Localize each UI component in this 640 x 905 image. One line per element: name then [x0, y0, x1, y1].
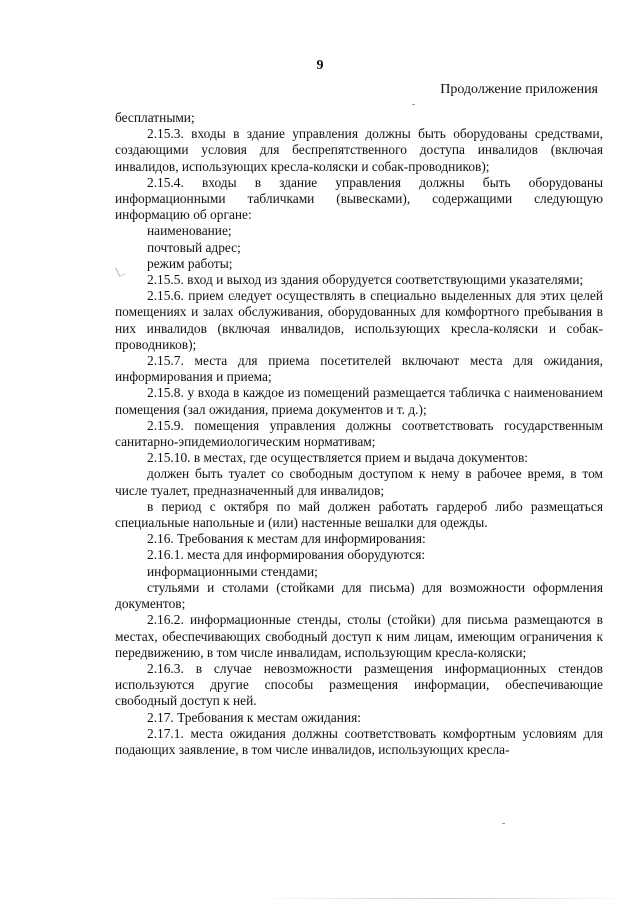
list-item: информационными стендами;	[147, 563, 318, 579]
paragraph-2-15-3: 2.15.3. входы в здание управления должны быть оборудованы средствами, создающими условия для беспрепятственного доступа инвалидов (включая инвалидов, использующих кресла-коляски и собак-проводников);	[115, 126, 603, 174]
paragraph-2-17-1: 2.17.1. места ожидания должны соответствовать комфортным условиям для подающих заявление, в том числе инвалидов, использующих кресла-	[115, 725, 603, 757]
paragraph-2-15-6: 2.15.6. прием следует осуществлять в специально выделенных для этих целей помещениях и залах обслуживания, оборудованных для комфортного пребывания в них инвалидов (включая инвалидов, использующих кресла-коляски и собак-проводников);	[115, 288, 603, 352]
section-heading-2-17: 2.17. Требования к местам ожидания:	[147, 709, 361, 725]
list-item: режим работы;	[147, 255, 233, 271]
list-item: почтовый адрес;	[147, 239, 241, 255]
list-item: в период с октября по май должен работать гардероб либо размещаться специальные напольные и (или) настенные вешалки для одежды.	[115, 498, 603, 531]
section-heading-2-16: 2.16. Требования к местам для информирования:	[147, 531, 426, 547]
scan-artifact-dot	[412, 104, 415, 105]
list-item: наименование;	[147, 223, 232, 239]
continuation-label: Продолжение приложения	[440, 82, 598, 97]
paragraph-2-15-10: 2.15.10. в местах, где осуществляется прием и выдача документов:	[147, 450, 528, 466]
paragraph-2-15-4: 2.15.4. входы в здание управления должны быть оборудованы информационными табличками (вывесками), содержащими следующую информацию об органе:	[115, 174, 603, 223]
list-item: должен быть туалет со свободным доступом к нему в рабочее время, в том числе туалет, предназначенный для инвалидов;	[115, 466, 603, 498]
paragraph-2-16-3: 2.16.3. в случае невозможности размещения информационных стендов используются другие способы размещения информации, обеспечивающие свободный доступ к ней.	[115, 660, 603, 709]
paragraph-2-15-9: 2.15.9. помещения управления должны соответствовать государственным санитарно-эпидемиологическим нормативам;	[115, 417, 603, 450]
scan-edge-artifact	[255, 898, 635, 899]
body-text	[115, 110, 603, 758]
paragraph-2-15-7: 2.15.7. места для приема посетителей включают места для ожидания, информирования и приема;	[115, 353, 603, 385]
page-number: 9	[316, 58, 324, 73]
scan-artifact-dot	[502, 823, 505, 824]
paragraph-2-16-1: 2.16.1. места для информирования оборудуются:	[147, 547, 426, 563]
paragraph-2-15-8: 2.15.8. у входа в каждое из помещений размещается табличка с наименованием помещения (зал ожидания, приема документов и т. д.);	[115, 385, 603, 417]
paragraph: бесплатными;	[115, 110, 195, 125]
list-item: стульями и столами (стойками для письма) для возможности оформления документов;	[115, 579, 603, 612]
paragraph-2-15-5: 2.15.5. вход и выход из здания оборудуется соответствующими указателями;	[147, 272, 584, 288]
paragraph-2-16-2: 2.16.2. информационные стенды, столы (стойки) для письма размещаются в местах, обеспечивающих свободный доступ к ним лицам, имеющим ограничения к передвижению, в том числе инвалидам, использующим кресла-коляски;	[115, 612, 603, 660]
